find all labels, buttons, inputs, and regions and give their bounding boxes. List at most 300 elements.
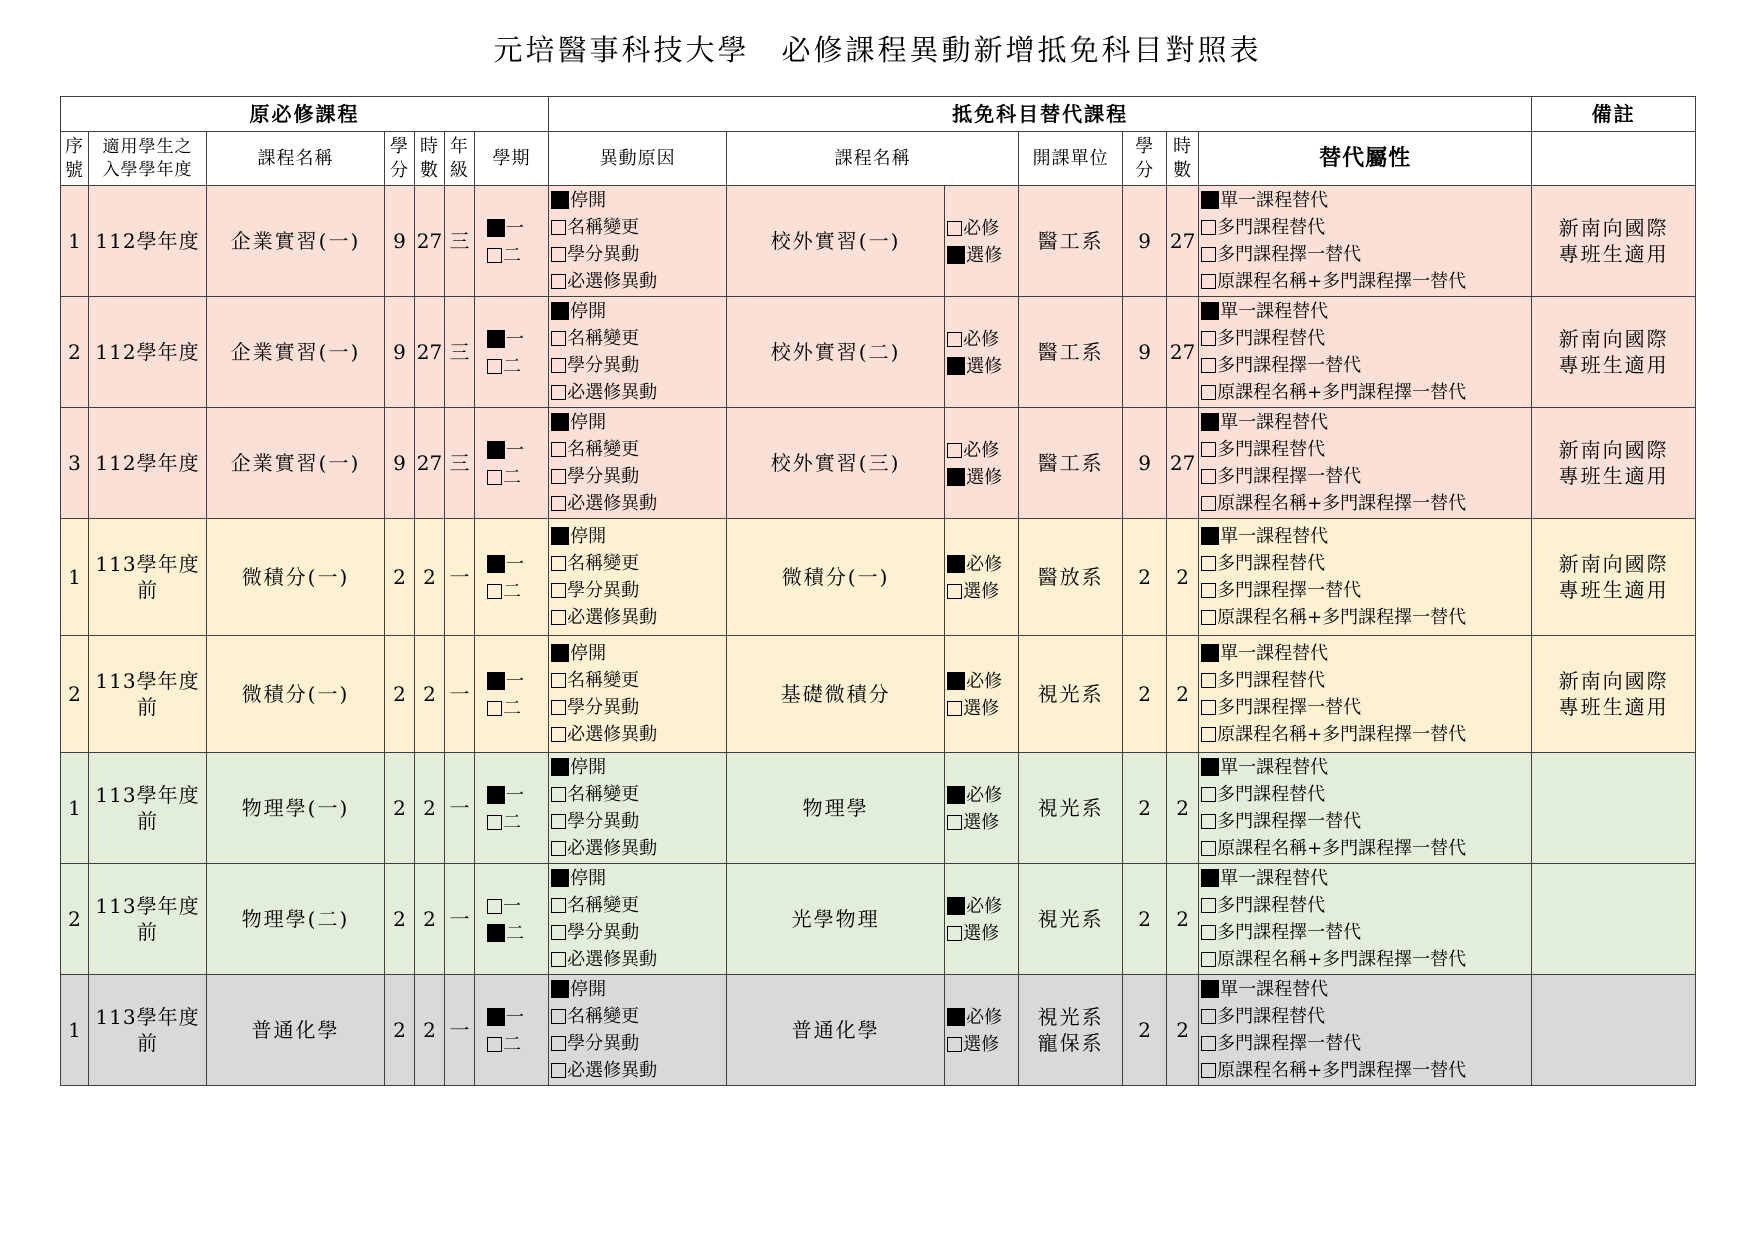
sub-credit-cell: 2 [1123,636,1167,753]
type-option: 多門課程擇一替代 [1201,694,1531,721]
reason-option: 必選修異動 [551,1057,726,1084]
sub-hours-cell: 27 [1167,408,1199,519]
type-checkbox-icon [1201,814,1216,829]
sub-course-name-cell: 微積分(一) [727,519,945,636]
reason-checkbox-icon [551,191,569,209]
type-option: 單一課程替代 [1201,754,1531,781]
course-name-header: 課程名稱 [207,132,385,186]
attribute-cell [1199,864,1532,975]
attribute-cell [1199,297,1532,408]
sub-hours-header: 時 數 [1167,132,1199,186]
reason-option: 停開 [551,640,726,667]
seq-cell: 2 [61,636,89,753]
type-option: 多門課程擇一替代 [1201,352,1531,379]
elective-checkbox-icon [947,926,962,941]
type-option: 單一課程替代 [1201,298,1531,325]
grade-cell: 一 [445,864,475,975]
reason-option: 名稱變更 [551,1003,726,1030]
semester-option: 二 [487,241,548,268]
type-option: 多門課程擇一替代 [1201,919,1531,946]
type-option: 單一課程替代 [1201,865,1531,892]
sub-credit-cell: 9 [1123,186,1167,297]
reason-checkbox-icon [551,527,569,545]
semester-option: 二 [487,694,548,721]
sub-hours-cell: 2 [1167,864,1199,975]
sub-course-name-cell: 校外實習(二) [727,297,945,408]
reason-checkbox-icon [551,869,569,887]
sub-credit-cell: 2 [1123,975,1167,1086]
required-checkbox-icon [947,221,962,236]
reason-checkbox-icon [551,413,569,431]
attribute-cell [1199,408,1532,519]
type-checkbox-icon [1201,980,1219,998]
seq-cell: 1 [61,753,89,864]
reason-option: 學分異動 [551,1030,726,1057]
type-checkbox-icon [1201,191,1219,209]
semester-cell [475,753,549,864]
grade-header: 年 級 [445,132,475,186]
type-checkbox-icon [1201,274,1216,289]
reason-option: 學分異動 [551,463,726,490]
semester-option: 一 [487,325,548,352]
required-elective-cell [945,186,1019,297]
course-name-cell: 普通化學 [207,975,385,1086]
type-option: 原課程名稱+多門課程擇一替代 [1201,1057,1531,1084]
reason-cell [549,753,727,864]
reason-checkbox-icon [551,331,566,346]
reason-checkbox-icon [551,442,566,457]
reason-checkbox-icon [551,469,566,484]
required-elective-cell [945,519,1019,636]
type-option: 原課程名稱+多門課程擇一替代 [1201,721,1531,748]
semester-checkbox-icon [487,899,502,914]
semester-cell [475,297,549,408]
table-row [61,186,1696,297]
type-checkbox-icon [1201,673,1216,688]
table-row [61,864,1696,975]
type-checkbox-icon [1201,841,1216,856]
reason-checkbox-icon [551,496,566,511]
reason-option: 學分異動 [551,808,726,835]
semester-checkbox-icon [487,584,502,599]
seq-cell: 1 [61,186,89,297]
grade-cell: 一 [445,975,475,1086]
note-cell: 新南向國際 專班生適用 [1532,297,1696,408]
reason-option: 學分異動 [551,919,726,946]
type-option: 多門課程擇一替代 [1201,463,1531,490]
sub-course-name-cell: 光學物理 [727,864,945,975]
sub-course-name-cell: 基礎微積分 [727,636,945,753]
reason-option: 名稱變更 [551,781,726,808]
sub-credit-cell: 2 [1123,753,1167,864]
reason-option: 停開 [551,976,726,1003]
reason-option: 停開 [551,754,726,781]
hours-cell: 2 [415,864,445,975]
credit-cell: 2 [385,975,415,1086]
required-checkbox-icon [947,897,965,915]
semester-cell [475,864,549,975]
type-option: 多門課程替代 [1201,550,1531,577]
hours-cell: 2 [415,519,445,636]
reason-cell [549,408,727,519]
type-checkbox-icon [1201,610,1216,625]
type-checkbox-icon [1201,758,1219,776]
type-option: 多門課程替代 [1201,436,1531,463]
dept-cell: 醫放系 [1019,519,1123,636]
reason-option: 停開 [551,523,726,550]
credit-cell: 2 [385,864,415,975]
reason-option: 名稱變更 [551,214,726,241]
header-row-columns [61,132,1696,186]
semester-checkbox-icon [487,1037,502,1052]
attribute-cell [1199,975,1532,1086]
type-option: 多門課程替代 [1201,667,1531,694]
grade-cell: 三 [445,408,475,519]
required-elective-cell [945,297,1019,408]
reason-cell [549,975,727,1086]
table-row [61,519,1696,636]
course-name-cell: 物理學(一) [207,753,385,864]
required-checkbox-icon [947,443,962,458]
year-cell: 113學年度 前 [89,753,207,864]
required-checkbox-icon [947,555,965,573]
sub-hours-cell: 27 [1167,186,1199,297]
reason-checkbox-icon [551,925,566,940]
table-row [61,636,1696,753]
type-checkbox-icon [1201,869,1219,887]
sub-course-name-cell: 校外實習(一) [727,186,945,297]
note-cell: 新南向國際 專班生適用 [1532,408,1696,519]
type-checkbox-icon [1201,247,1216,262]
reason-checkbox-icon [551,274,566,289]
type-option: 單一課程替代 [1201,409,1531,436]
reason-option: 必選修異動 [551,604,726,631]
attribute-cell [1199,519,1532,636]
course-name-cell: 企業實習(一) [207,408,385,519]
reason-checkbox-icon [551,385,566,400]
sub-course-name-header: 課程名稱 [727,132,1019,186]
required-elective-cell [945,408,1019,519]
kind-option: 選修 [947,463,1018,490]
seq-cell: 3 [61,408,89,519]
seq-cell: 2 [61,297,89,408]
course-name-cell: 微積分(一) [207,636,385,753]
grade-cell: 三 [445,297,475,408]
type-checkbox-icon [1201,358,1216,373]
type-option: 原課程名稱+多門課程擇一替代 [1201,946,1531,973]
semester-checkbox-icon [487,330,505,348]
reason-header: 異動原因 [549,132,727,186]
type-checkbox-icon [1201,302,1219,320]
semester-checkbox-icon [487,470,502,485]
dept-cell: 醫工系 [1019,186,1123,297]
reason-option: 停開 [551,298,726,325]
reason-checkbox-icon [551,220,566,235]
dept-header: 開課單位 [1019,132,1123,186]
type-checkbox-icon [1201,700,1216,715]
semester-header: 學期 [475,132,549,186]
type-checkbox-icon [1201,952,1216,967]
kind-option: 必修 [947,214,1018,241]
type-option: 原課程名稱+多門課程擇一替代 [1201,379,1531,406]
hours-cell: 27 [415,186,445,297]
credit-cell: 2 [385,753,415,864]
reason-checkbox-icon [551,898,566,913]
credit-cell: 9 [385,186,415,297]
course-name-cell: 企業實習(一) [207,186,385,297]
sub-hours-cell: 2 [1167,753,1199,864]
reason-cell [549,864,727,975]
kind-option: 必修 [947,781,1018,808]
kind-option: 選修 [947,808,1018,835]
hours-cell: 2 [415,636,445,753]
semester-cell [475,519,549,636]
sub-course-name-cell: 普通化學 [727,975,945,1086]
sub-credit-cell: 9 [1123,408,1167,519]
required-elective-cell [945,975,1019,1086]
semester-checkbox-icon [487,1008,505,1026]
required-checkbox-icon [947,1008,965,1026]
kind-option: 必修 [947,550,1018,577]
reason-cell [549,519,727,636]
elective-checkbox-icon [947,701,962,716]
dept-cell: 醫工系 [1019,297,1123,408]
reason-option: 學分異動 [551,694,726,721]
grade-cell: 一 [445,519,475,636]
grade-cell: 一 [445,636,475,753]
attribute-cell [1199,636,1532,753]
reason-option: 學分異動 [551,241,726,268]
type-checkbox-icon [1201,787,1216,802]
required-checkbox-icon [947,786,965,804]
table-row [61,408,1696,519]
type-checkbox-icon [1201,1036,1216,1051]
type-option: 原課程名稱+多門課程擇一替代 [1201,490,1531,517]
reason-option: 名稱變更 [551,550,726,577]
type-checkbox-icon [1201,925,1216,940]
semester-cell [475,636,549,753]
year-cell: 113學年度 前 [89,864,207,975]
sub-course-name-cell: 物理學 [727,753,945,864]
elective-checkbox-icon [947,357,965,375]
year-cell: 112學年度 [89,408,207,519]
year-cell: 112學年度 [89,186,207,297]
reason-checkbox-icon [551,358,566,373]
reason-checkbox-icon [551,247,566,262]
reason-option: 停開 [551,865,726,892]
type-option: 多門課程替代 [1201,214,1531,241]
dept-cell: 視光系 寵保系 [1019,975,1123,1086]
reason-checkbox-icon [551,727,566,742]
type-option: 單一課程替代 [1201,976,1531,1003]
elective-checkbox-icon [947,1037,962,1052]
credit-cell: 2 [385,519,415,636]
semester-option: 一 [487,214,548,241]
reason-option: 停開 [551,187,726,214]
sub-hours-cell: 2 [1167,636,1199,753]
sub-course-name-cell: 校外實習(三) [727,408,945,519]
reason-option: 名稱變更 [551,436,726,463]
type-option: 多門課程擇一替代 [1201,577,1531,604]
elective-checkbox-icon [947,468,965,486]
credit-cell: 2 [385,636,415,753]
seq-cell: 2 [61,864,89,975]
type-option: 多門課程擇一替代 [1201,808,1531,835]
table-row [61,297,1696,408]
sub-credit-cell: 2 [1123,864,1167,975]
reason-option: 必選修異動 [551,946,726,973]
credit-header: 學 分 [385,132,415,186]
note-cell [1532,864,1696,975]
semester-checkbox-icon [487,555,505,573]
required-elective-cell [945,753,1019,864]
type-option: 多門課程擇一替代 [1201,241,1531,268]
attribute-cell [1199,753,1532,864]
note-cell [1532,975,1696,1086]
type-option: 多門課程擇一替代 [1201,1030,1531,1057]
type-option: 單一課程替代 [1201,640,1531,667]
semester-option: 一 [487,667,548,694]
type-option: 原課程名稱+多門課程擇一替代 [1201,268,1531,295]
hours-cell: 27 [415,408,445,519]
type-checkbox-icon [1201,220,1216,235]
table-row [61,975,1696,1086]
semester-option: 一 [487,436,548,463]
type-checkbox-icon [1201,331,1216,346]
sub-hours-cell: 2 [1167,519,1199,636]
hours-cell: 2 [415,975,445,1086]
grade-cell: 三 [445,186,475,297]
year-cell: 112學年度 [89,297,207,408]
type-checkbox-icon [1201,898,1216,913]
reason-checkbox-icon [551,841,566,856]
reason-checkbox-icon [551,952,566,967]
sub-hours-cell: 2 [1167,975,1199,1086]
original-group-header: 原必修課程 [61,97,549,132]
semester-option: 一 [487,781,548,808]
seq-cell: 1 [61,519,89,636]
reason-checkbox-icon [551,302,569,320]
semester-checkbox-icon [487,924,505,942]
table-row [61,753,1696,864]
kind-option: 選修 [947,352,1018,379]
required-checkbox-icon [947,672,965,690]
kind-option: 必修 [947,1003,1018,1030]
type-checkbox-icon [1201,527,1219,545]
seq-header: 序 號 [61,132,89,186]
reason-checkbox-icon [551,556,566,571]
semester-option: 二 [487,919,548,946]
course-name-cell: 企業實習(一) [207,297,385,408]
reason-checkbox-icon [551,980,569,998]
reason-option: 名稱變更 [551,325,726,352]
elective-checkbox-icon [947,246,965,264]
semester-cell [475,186,549,297]
credit-cell: 9 [385,297,415,408]
reason-option: 名稱變更 [551,667,726,694]
substitute-group-header: 抵免科目替代課程 [549,97,1532,132]
year-cell: 113學年度 前 [89,636,207,753]
year-cell: 113學年度 前 [89,519,207,636]
semester-checkbox-icon [487,672,505,690]
note-cell: 新南向國際 專班生適用 [1532,186,1696,297]
type-option: 多門課程替代 [1201,1003,1531,1030]
reason-checkbox-icon [551,644,569,662]
semester-cell [475,975,549,1086]
reason-cell [549,186,727,297]
kind-option: 必修 [947,892,1018,919]
type-checkbox-icon [1201,496,1216,511]
semester-cell [475,408,549,519]
type-checkbox-icon [1201,1009,1216,1024]
note-cell [1532,753,1696,864]
kind-option: 選修 [947,919,1018,946]
semester-option: 二 [487,808,548,835]
reason-option: 必選修異動 [551,490,726,517]
type-checkbox-icon [1201,442,1216,457]
reason-checkbox-icon [551,1036,566,1051]
kind-option: 選修 [947,577,1018,604]
reason-option: 必選修異動 [551,835,726,862]
reason-checkbox-icon [551,610,566,625]
reason-option: 學分異動 [551,577,726,604]
hours-header: 時 數 [415,132,445,186]
note-cell: 新南向國際 專班生適用 [1532,519,1696,636]
page-title: 元培醫事科技大學 必修課程異動新增抵免科目對照表 [493,33,1262,67]
type-option: 原課程名稱+多門課程擇一替代 [1201,604,1531,631]
credit-cell: 9 [385,408,415,519]
reason-option: 名稱變更 [551,892,726,919]
semester-checkbox-icon [487,701,502,716]
course-table [60,96,1696,1086]
sub-hours-cell: 27 [1167,297,1199,408]
kind-option: 選修 [947,241,1018,268]
semester-option: 二 [487,1030,548,1057]
course-name-cell: 微積分(一) [207,519,385,636]
kind-option: 必修 [947,436,1018,463]
reason-checkbox-icon [551,758,569,776]
type-checkbox-icon [1201,1063,1216,1078]
dept-cell: 視光系 [1019,753,1123,864]
reason-option: 停開 [551,409,726,436]
reason-option: 必選修異動 [551,268,726,295]
note-cell: 新南向國際 專班生適用 [1532,636,1696,753]
semester-option: 二 [487,463,548,490]
semester-option: 一 [487,892,548,919]
reason-checkbox-icon [551,1009,566,1024]
semester-option: 二 [487,577,548,604]
header-row-groups [61,97,1696,132]
dept-cell: 醫工系 [1019,408,1123,519]
hours-cell: 27 [415,297,445,408]
reason-option: 必選修異動 [551,379,726,406]
semester-option: 一 [487,1003,548,1030]
semester-checkbox-icon [487,219,505,237]
kind-option: 必修 [947,325,1018,352]
course-name-cell: 物理學(二) [207,864,385,975]
reason-option: 必選修異動 [551,721,726,748]
type-checkbox-icon [1201,583,1216,598]
semester-checkbox-icon [487,786,505,804]
sub-credit-header: 學 分 [1123,132,1167,186]
kind-option: 選修 [947,694,1018,721]
kind-option: 必修 [947,667,1018,694]
elective-checkbox-icon [947,584,962,599]
year-cell: 113學年度 前 [89,975,207,1086]
hours-cell: 2 [415,753,445,864]
type-checkbox-icon [1201,556,1216,571]
type-option: 原課程名稱+多門課程擇一替代 [1201,835,1531,862]
